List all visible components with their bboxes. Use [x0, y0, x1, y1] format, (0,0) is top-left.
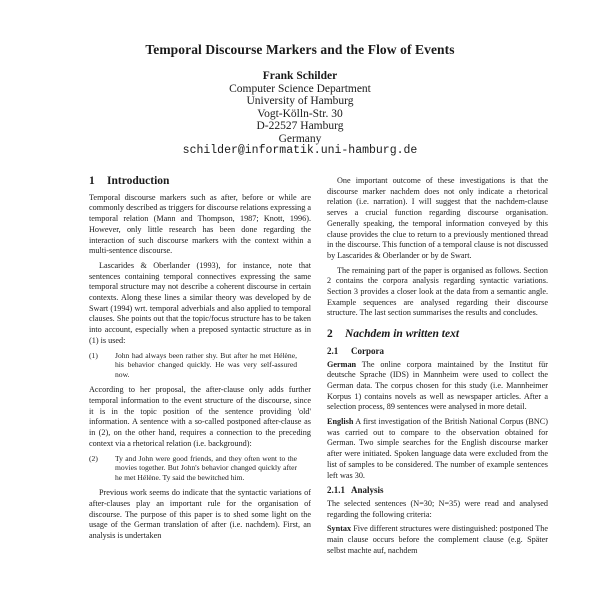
author-street: Vogt-Kölln-Str. 30 [257, 107, 343, 120]
subsection-heading-corpora: 2.1 Corpora [327, 345, 384, 356]
paragraph-german: German The online corpora maintained by the Institut für deutsche Sprache (IDS) in Mannheim were used to collect the German data. The corpus chosen for this study (i.e. Mannheimer Korpus 1) contains novels as well as newspaper articles. After a selection process, 89 sentences were analysed in more detail. [327, 359, 548, 412]
author-department: Computer Science Department [229, 82, 371, 95]
section-heading-nachdem: 2 Nachdem in written text [327, 328, 460, 341]
paragraph: Previous work seems do indicate that the syntactic variations of after-clauses play an important rule for the organisation of discourse. The purpose of this paper is to shed some light on the usage of the German translation of after (i.e. nachdem). First, an analysis is undertaken [89, 488, 311, 541]
left-column [89, 176, 311, 546]
author-name: Frank Schilder [262, 70, 338, 82]
section-heading-introduction: 1 Introduction [89, 175, 170, 187]
author-block [0, 70, 600, 158]
paragraph: Lascarides & Oberlander (1993), for instance, note that sentences containing temporal connectives expressing the same temporal structure may not describe a coherent discourse in certain contexts. Along these lines a similar theory was developed by de Swart (1994) wrt. temporal adverbials and also applied to temporal clauses. She points out that the topic/focus structure has to be taken into account, especially when a preposed syntactic structure as in (1) is used: [89, 260, 311, 345]
author-country: Germany [278, 132, 322, 145]
paragraph: One important outcome of these investigations is that the discourse marker nachdem does not only indicate a rhetorical relation (i.e. narration). I will suggest that the nachdem-clause serves a crucial function regarding discourse organisation. Generally speaking, the temporal information conveyed by this clause provides the clue to return to a previously mentioned thread in the discourse. This function of a temporal clause is not discussed by Lascarides & Oberlander or by de Swart. [327, 176, 548, 260]
example-number: (2) [89, 453, 98, 463]
example-1 [89, 351, 311, 380]
subsection-heading-analysis: 2.1.1 Analysis [327, 485, 384, 496]
paragraph: The selected sentences (N=30; N=35) were read and analysed regarding the following criteria: [327, 498, 548, 519]
paragraph: According to her proposal, the after-clause only adds further temporal information to the event structure of the discourse, since it is in the topic position of the sentence providing 'old' information. A sentence with a so-called postponed after-clause as in (2), on the other hand, requires a connection to the preceding context via a rhetorical relation (i.e. background): [89, 385, 311, 448]
paragraph-syntax: Syntax Five different structures were distinguished: postponed The main clause occurs before the complement clause (e.g. Später selbst machte auf, nachdem [327, 524, 549, 555]
example-2 [89, 454, 311, 483]
author-city: D-22527 Hamburg [256, 120, 344, 132]
author-university: University of Hamburg [246, 95, 354, 107]
paper-title: Temporal Discourse Markers and the Flow of Events [145, 42, 455, 57]
example-number: (1) [89, 350, 98, 360]
paragraph: The remaining part of the paper is organised as follows. Section 2 contains the corpora analysis regarding syntactic variations. Section 3 provides a closer look at the data from a semantic angle. Example sequences are analysed regarding their discourse structure. The last section summarises the results and concludes. [327, 265, 548, 318]
example-text: John had always been rather shy. But after he met Hélène, his behavior changed quickly. He was very self-assured now. [115, 350, 297, 379]
paragraph: Temporal discourse markers such as after, before or while are commonly described as triggers for discourse relations expressing a temporal relation (Mann and Thompson, 1987; Knott, 1996). However, only little research has been done regarding the interaction of such discourse markers with the context within a multi-sentence discourse. [89, 192, 311, 256]
paragraph-english: English A first investigation of the British National Corpus (BNC) was carried out to compare to the observation obtained for German. Two simple searches for the English discourse marker after were initiated. Spoken language data were excluded from the list of samples to be considered. The number of example sentences left was 30. [327, 417, 548, 480]
right-column [327, 176, 548, 561]
author-email[interactable]: schilder@informatik.uni-hamburg.de [182, 144, 418, 157]
example-text: Ty and John were good friends, and they often went to the movies together. But John's behavior changed quickly after he met Hélène. Ty said the bewitched him. [115, 453, 297, 482]
